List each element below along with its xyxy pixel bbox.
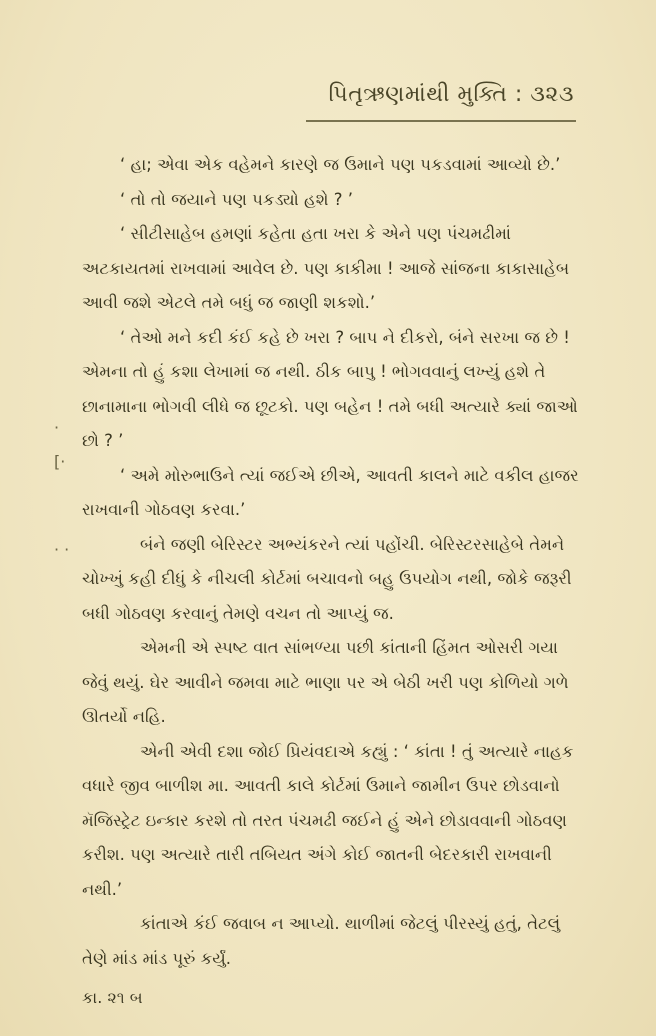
header-rule: [306, 116, 576, 122]
paragraph: એની એવી દશા જોઈ પ્રિયંવદાએ કહ્યું : ‘ કાંતા ! તું અત્યારે નાહક વધારે જીવ બાળીશ મા. આવતી કાલે કોર્ટમાં ઉમાને જામીન ઉપર છોડવાનો મૅજિસ્ટ્રેટ ઇન્કાર કરશે તો તરત પંચમઢી જઈને હું એને છોડાવવાની ગોઠવણ કરીશ. પણ અત્યારે તારી તબિયત અંગે કોઈ જાતની બેદરકારી રાખવાની નથી.’: [82, 741, 574, 899]
paragraph: ‘ અમે મોરુભાઉને ત્યાં જઈએ છીએ, આવતી કાલને માટે વકીલ હાજર રાખવાની ગોઠવણ કરવા.’: [82, 465, 579, 519]
page-number: ૩૨૩: [530, 82, 574, 107]
paragraph: ‘ તેઓ મને કદી કંઈ કહે છે ખરા ? બાપ ને દીકરો, બંને સરખા જ છે ! એમના તો હું કશા લેખામાં જ નથી. ઠીક બાપુ ! ભોગવવાનું લખ્યું હશે તે છાનામાના ભોગવી લીધે જ છૂટકો. પણ બહેન ! તમે બધી અત્યારે ક્યાં જાઓ છો ? ’: [82, 327, 578, 450]
paragraph: એમની એ સ્પષ્ટ વાત સાંભળ્યા પછી કાંતાની હિંમત ઓસરી ગયા જેવું થયું. ઘેર આવીને જમવા માટે ભાણા પર એ બેઠી ખરી પણ કોળિયો ગળે ઊતર્યો નહિ.: [82, 638, 569, 726]
header-title: પિતૃઋણમાંથી મુક્તિ: [328, 82, 508, 107]
paragraph: ‘ તો તો જયાને પણ પકડ્યો હશે ? ’: [120, 189, 353, 209]
body-text: [82, 148, 582, 976]
signature-mark: કા. ૨૧ બ: [82, 988, 143, 1007]
margin-mark: [·: [54, 452, 66, 471]
running-header: [328, 82, 574, 107]
paragraph: ‘ હા; એવા એક વહેમને કારણે જ ઉમાને પણ પકડવામાં આવ્યો છે.’: [120, 155, 561, 174]
paragraph: બંને જણી બેરિસ્ટર અભ્યંકરને ત્યાં પહોંચી. બેરિસ્ટરસાહેબે તેમને ચોખ્ખું કહી દીધું કે નીચલી કોર્ટમાં બચાવનો બહુ ઉપયોગ નથી, જોકે જરૂરી બધી ગોઠવણ કરવાનું તેમણે વચન તો આપ્યું જ.: [82, 534, 572, 623]
header-separator: :: [514, 82, 531, 107]
paragraph: કાંતાએ કંઈ જવાબ ન આપ્યો. થાળીમાં જેટલું પીરસ્યું હતું, તેટલું તેણે માંડ માંડ પૂરું કર્યું.: [82, 914, 561, 968]
margin-mark: · ·: [54, 540, 70, 559]
paragraph: ‘ સીટીસાહેબ હમણાં કહેતા હતા ખરા કે એને પણ પંચમઢીમાં અટકાયતમાં રાખવામાં આવેલ છે. પણ કાકીમા ! આજે સાંજના કાકાસાહેબ આવી જશે એટલે તમે બધું જ જાણી શકશો.’: [82, 224, 570, 312]
margin-mark: ·: [54, 418, 60, 437]
